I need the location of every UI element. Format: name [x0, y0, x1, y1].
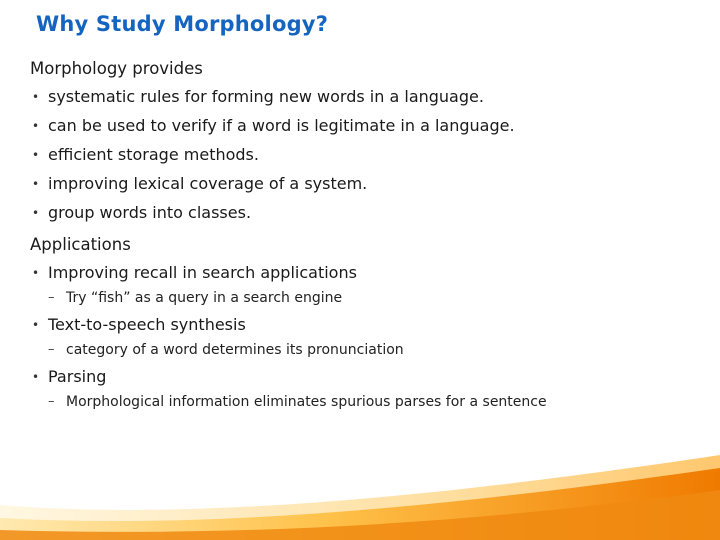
section-heading: Morphology provides [30, 59, 203, 78]
bullet-list [30, 262, 700, 412]
list-item [30, 314, 700, 360]
sub-bullet-text: – Morphological information eliminates spurious parses for a sentence [30, 392, 700, 412]
bullet-text: • Parsing [30, 366, 700, 388]
bullet-list [30, 86, 700, 224]
sub-bullet-text: – category of a word determines its pronunciation [30, 340, 700, 360]
list-item [30, 366, 700, 412]
list-item: • group words into classes. [30, 202, 700, 224]
section-morphology-provides [30, 58, 700, 224]
slide-content [30, 58, 700, 412]
section-applications [30, 234, 700, 412]
list-item: • efficient storage methods. [30, 144, 700, 166]
list-item [30, 262, 700, 308]
section-heading: Applications [30, 235, 131, 254]
list-item: • improving lexical coverage of a system. [30, 173, 700, 195]
sub-bullet-text: – Try “fish” as a query in a search engine [30, 288, 700, 308]
list-item: • systematic rules for forming new words in a language. [30, 86, 700, 108]
bullet-text: • Improving recall in search applications [30, 262, 700, 284]
page-title: Why Study Morphology? [36, 12, 329, 36]
list-item: • can be used to verify if a word is legitimate in a language. [30, 115, 700, 137]
bullet-text: • Text-to-speech synthesis [30, 314, 700, 336]
